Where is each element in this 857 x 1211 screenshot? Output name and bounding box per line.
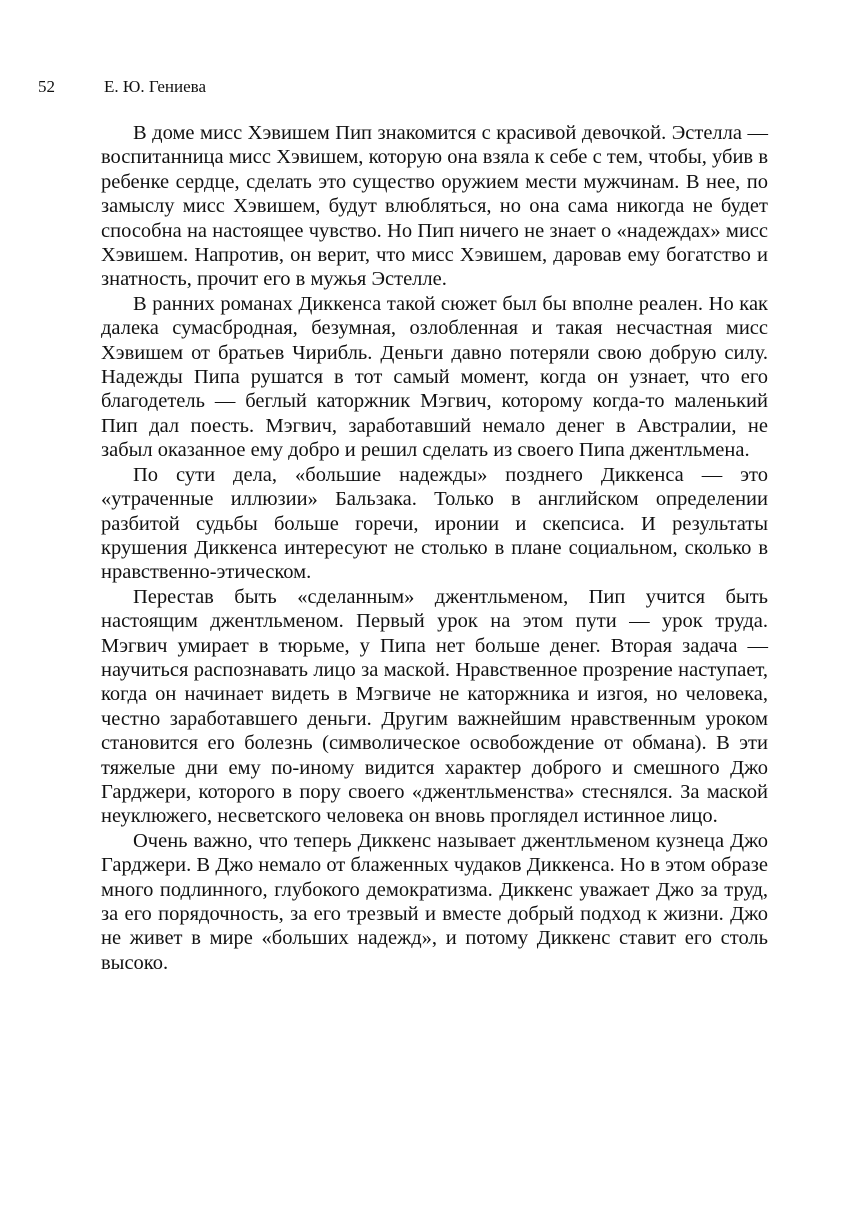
paragraph-4: Перестав быть «сделанным» джентльменом, Пип учится быть настоящим джентльменом. Первый урок на этом пути — урок труда. Мэгвич умирает в тюрьме, у Пипа нет больше денег. Вторая задача — научиться распознавать лицо за маской. Нравственное прозрение наступает, когда он начинает видеть в Мэгвиче не каторжника и изгоя, но человека, честно заработавшего деньги. Другим важнейшим нравственным уроком становится его болезнь (символическое освобождение от обмана). В эти тяжелые дни ему по-иному видится характер доброго и смешного Джо Гарджери, которого в пору своего «джентльменства» стеснялся. За маской неуклюжего, несветского человека он вновь проглядел истинное лицо. bbox=[101, 585, 768, 828]
running-head-author: Е. Ю. Гениева bbox=[104, 77, 207, 96]
page-number: 52 bbox=[38, 77, 55, 96]
body-text bbox=[101, 121, 768, 975]
paragraph-5: Очень важно, что теперь Диккенс называет джентльменом кузнеца Джо Гарджери. В Джо немало от блаженных чудаков Диккенса. Но в этом образе много подлинного, глубокого демократизма. Диккенс уважает Джо за труд, за его порядочность, за его трезвый и вместе добрый подход к жизни. Джо не живет в мире «больших надежд», и потому Диккенс ставит его столь высоко. bbox=[101, 829, 768, 974]
paragraph-2: В ранних романах Диккенса такой сюжет был бы вполне реален. Но как далека сумасбродная, безумная, озлобленная и такая несчастная мисс Хэвишем от братьев Чирибль. Деньги давно потеряли свою добрую силу. Надежды Пипа рушатся в тот самый момент, когда он узнает, что его благодетель — беглый каторжник Мэгвич, которому когда-то маленький Пип дал поесть. Мэгвич, заработавший немало денег в Австралии, не забыл оказанное ему добро и решил сделать из своего Пипа джентльмена. bbox=[101, 292, 768, 462]
paragraph-3: По сути дела, «большие надежды» позднего Диккенса — это «утраченные иллюзии» Бальзака. Только в английском определении разбитой судьбы больше горечи, иронии и скепсиса. И результаты крушения Диккенса интересуют не столько в плане социальном, сколько в нравственно-этическом. bbox=[101, 463, 768, 584]
paragraph-1: В доме мисс Хэвишем Пип знакомится с красивой девочкой. Эстелла — воспитанница мисс Хэвишем, которую она взяла к себе с тем, чтобы, убив в ребенке сердце, сделать это существо оружием мести мужчинам. В нее, по замыслу мисс Хэвишем, будут влюбляться, но она сама никогда не будет способна на настоящее чувство. Но Пип ничего не знает о «надеждах» мисс Хэвишем. Напротив, он верит, что мисс Хэвишем, даровав ему богатство и знатность, прочит его в мужья Эстелле. bbox=[101, 122, 768, 291]
running-head bbox=[38, 76, 206, 98]
